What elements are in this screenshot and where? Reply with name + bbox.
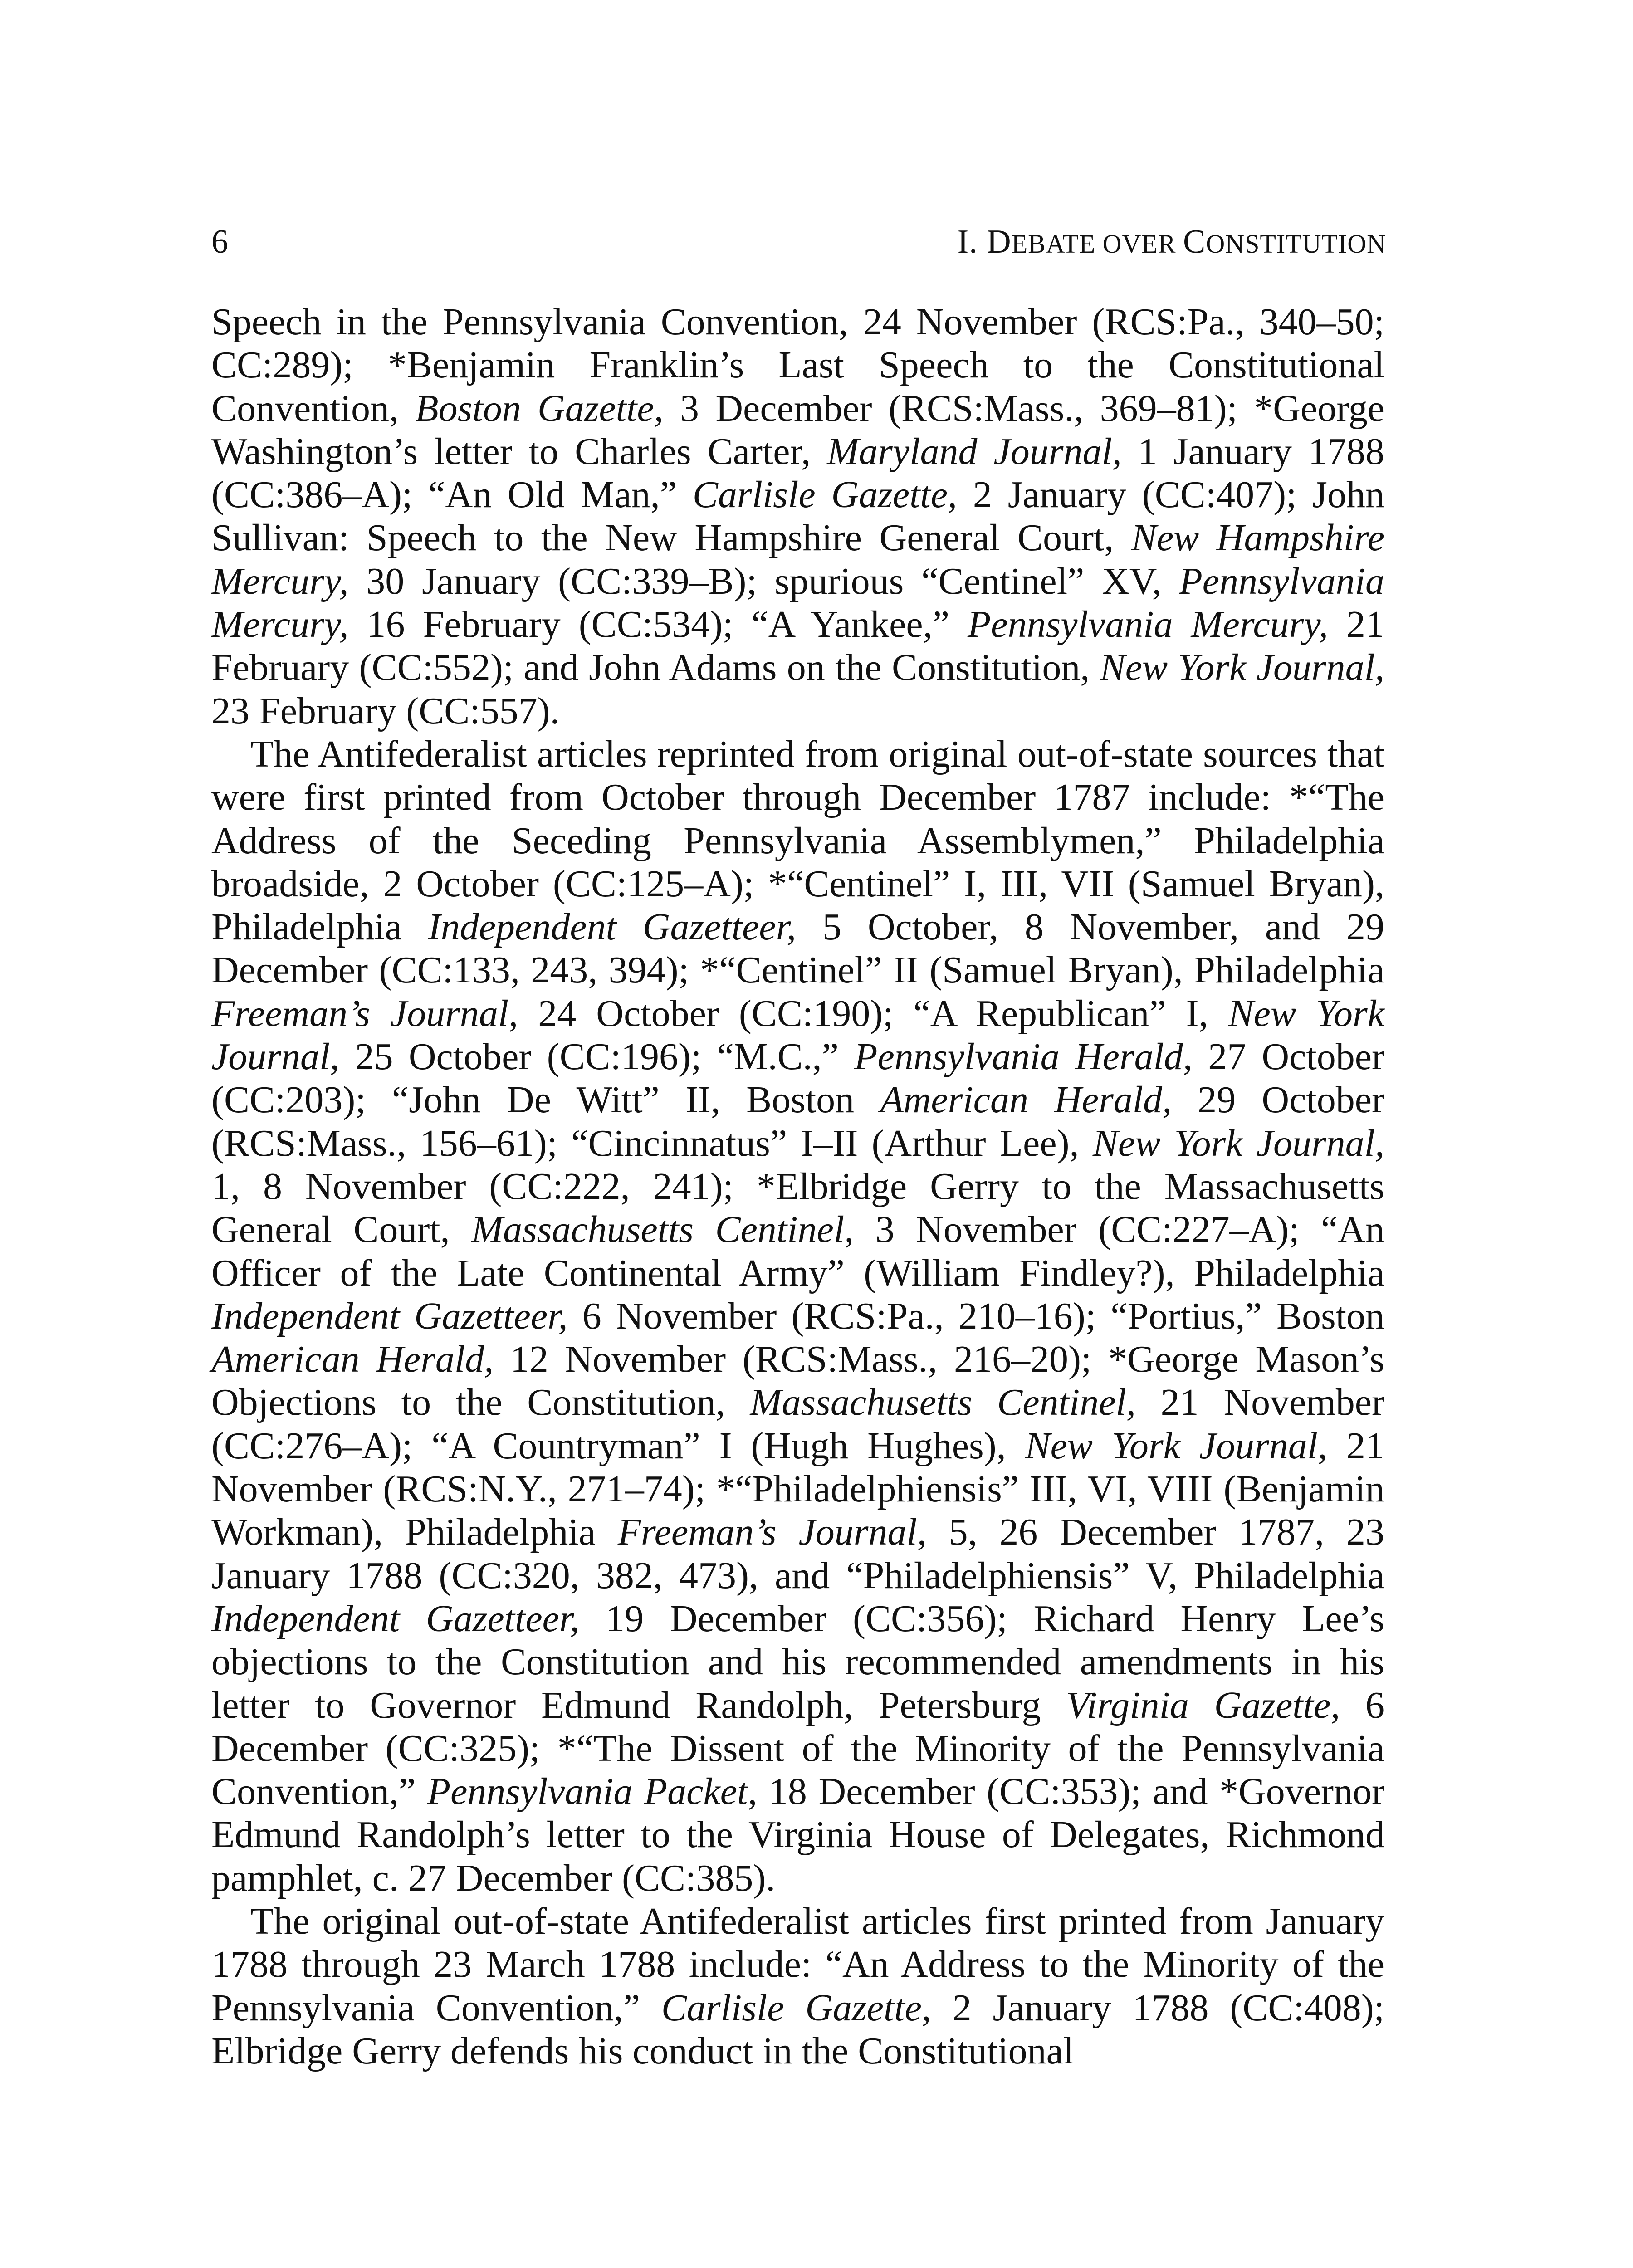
text-run: The Antifederalist articles reprinted from original out-of-state sources that were first printed from October through December 1787 include: *“The Address of the Seceding Pennsylvania Assemblymen,” Philadelphia broadside, 2 October (CC:125–A); *“Centinel” I, III, VII (Samuel Bryan), Philadelphia <box>211 733 1384 948</box>
text-run: 6 December (CC:325); *“The Dissent of the Minority of the Pennsylvania Convention,” <box>211 1684 1384 1813</box>
text-run: 16 February (CC:534); “A Yankee,” <box>348 603 968 646</box>
italic-title-run: Independent Gazetteer, <box>211 1295 568 1337</box>
text-run: 12 November (RCS:Mass., 216–20); *George Mason’s Objections to the Constitution, <box>211 1338 1385 1424</box>
paragraph-federalist-continued <box>211 300 1384 733</box>
italic-title-run: American Herald, <box>211 1338 494 1381</box>
italic-title-run: Boston Gazette, <box>415 387 664 430</box>
italic-title-run: American Herald, <box>880 1079 1172 1121</box>
italic-title-run: Freeman’s Journal, <box>617 1511 927 1554</box>
italic-title-run: Freeman’s Journal, <box>211 992 518 1035</box>
text-run: 5, 26 December 1787, 23 January 1788 (CC:320, 382, 473), and “Philadelphiensis” V, Philadelphia <box>211 1511 1384 1597</box>
text-run: 24 October (CC:190); “A Republican” I, <box>518 992 1228 1035</box>
italic-title-run: Carlisle Gazette, <box>661 1986 931 2029</box>
italic-title-run: New York Journal, <box>1025 1424 1328 1467</box>
text-run: The original out-of-state Antifederalist articles first printed from January 1788 through 23 March 1788 include: “An Address to the Minority of the Pennsylvania Convention,” <box>211 1900 1384 2029</box>
italic-title-run: Maryland Journal, <box>827 430 1122 473</box>
italic-title-run: New York Journal, <box>1092 1122 1384 1164</box>
body-text <box>211 300 1384 2072</box>
italic-title-run: Pennsylvania Mercury, <box>211 560 1384 646</box>
paragraph-antifederalist-1787 <box>211 733 1384 1900</box>
italic-title-run: New York Journal, <box>211 992 1384 1078</box>
text-run: 23 February (CC:557). <box>211 689 560 732</box>
italic-title-run: Pennsylvania Mercury, <box>968 603 1328 646</box>
text-run: 5 October, 8 November, and 29 December (CC:133, 243, 394); *“Centinel” II (Samuel Bryan), Philadelphia <box>211 906 1384 992</box>
text-run: 18 December (CC:353); and *Governor Edmund Randolph’s letter to the Virginia House of Delegates, Richmond pamphlet, c. 27 December (CC:385). <box>211 1770 1384 1899</box>
italic-title-run: Carlisle Gazette, <box>692 474 958 516</box>
italic-title-run: Massachusetts Centinel, <box>471 1208 854 1251</box>
text-run: 21 February (CC:552); and John Adams on the Constitution, <box>211 603 1384 689</box>
text-run: 30 January (CC:339–B); spurious “Centinel” XV, <box>348 560 1179 602</box>
page-header <box>211 217 1386 267</box>
text-run: 25 October (CC:196); “M.C.,” <box>339 1036 855 1078</box>
text-run: 21 November (CC:276–A); “A Countryman” I (Hugh Hughes), <box>211 1381 1384 1467</box>
text-run: 6 November (RCS:Pa., 210–16); “Portius,” Boston <box>567 1295 1385 1337</box>
running-head-word-debate: EBATE OVER <box>1011 229 1183 259</box>
text-run: 3 December (RCS:Mass., 369–81); *George Washington’s letter to Charles Carter, <box>211 387 1384 473</box>
page-number: 6 <box>211 223 228 260</box>
text-run: 1 January 1788 (CC:386–A); “An Old Man,” <box>211 430 1385 516</box>
paragraph-antifederalist-1788 <box>211 1900 1384 2072</box>
running-head-part: I. <box>957 223 987 260</box>
italic-title-run: Virginia Gazette, <box>1066 1684 1340 1726</box>
running-head-initial-d: D <box>987 223 1012 260</box>
italic-title-run: New York Journal, <box>1100 646 1384 689</box>
text-run: 2 January (CC:407); John Sullivan: Speech to the New Hampshire General Court, <box>211 474 1385 559</box>
italic-title-run: Independent Gazetteer, <box>428 906 797 948</box>
running-head <box>958 217 1386 269</box>
text-run: 27 October (CC:203); “John De Witt” II, Boston <box>211 1036 1384 1121</box>
text-run: 1, 8 November (CC:222, 241); *Elbridge Gerry to the Massachusetts General Court, <box>211 1165 1384 1251</box>
italic-title-run: Pennsylvania Herald, <box>854 1036 1193 1078</box>
italic-title-run: Independent Gazetteer, <box>211 1597 580 1640</box>
text-run: 21 November (RCS:N.Y., 271–74); *“Philadelphiensis” III, VI, VIII (Benjamin Workman), Philadelphia <box>211 1424 1384 1554</box>
italic-title-run: New Hampshire Mercury, <box>211 517 1385 602</box>
italic-title-run: Pennsylvania Packet, <box>427 1770 758 1813</box>
text-run: 3 November (CC:227–A); “An Officer of the Late Continental Army” (William Findley?), Philadelphia <box>211 1208 1384 1294</box>
text-run: Speech in the Pennsylvania Convention, 24 November (RCS:Pa., 340–50; CC:289); *Benjamin Franklin’s Last Speech to the Constitutional Convention, <box>211 301 1384 430</box>
text-run: 19 December (CC:356); Richard Henry Lee’s objections to the Constitution and his recommended amendments in his letter to Governor Edmund Randolph, Petersburg <box>211 1597 1385 1726</box>
italic-title-run: Massachusetts Centinel, <box>750 1381 1136 1424</box>
running-head-word-constitution: ONSTITUTION <box>1206 229 1386 259</box>
text-run: 29 October (RCS:Mass., 156–61); “Cincinnatus” I–II (Arthur Lee), <box>211 1079 1384 1164</box>
running-head-initial-c: C <box>1183 223 1206 260</box>
text-run: 2 January 1788 (CC:408); Elbridge Gerry defends his conduct in the Constitutional <box>211 1986 1385 2072</box>
